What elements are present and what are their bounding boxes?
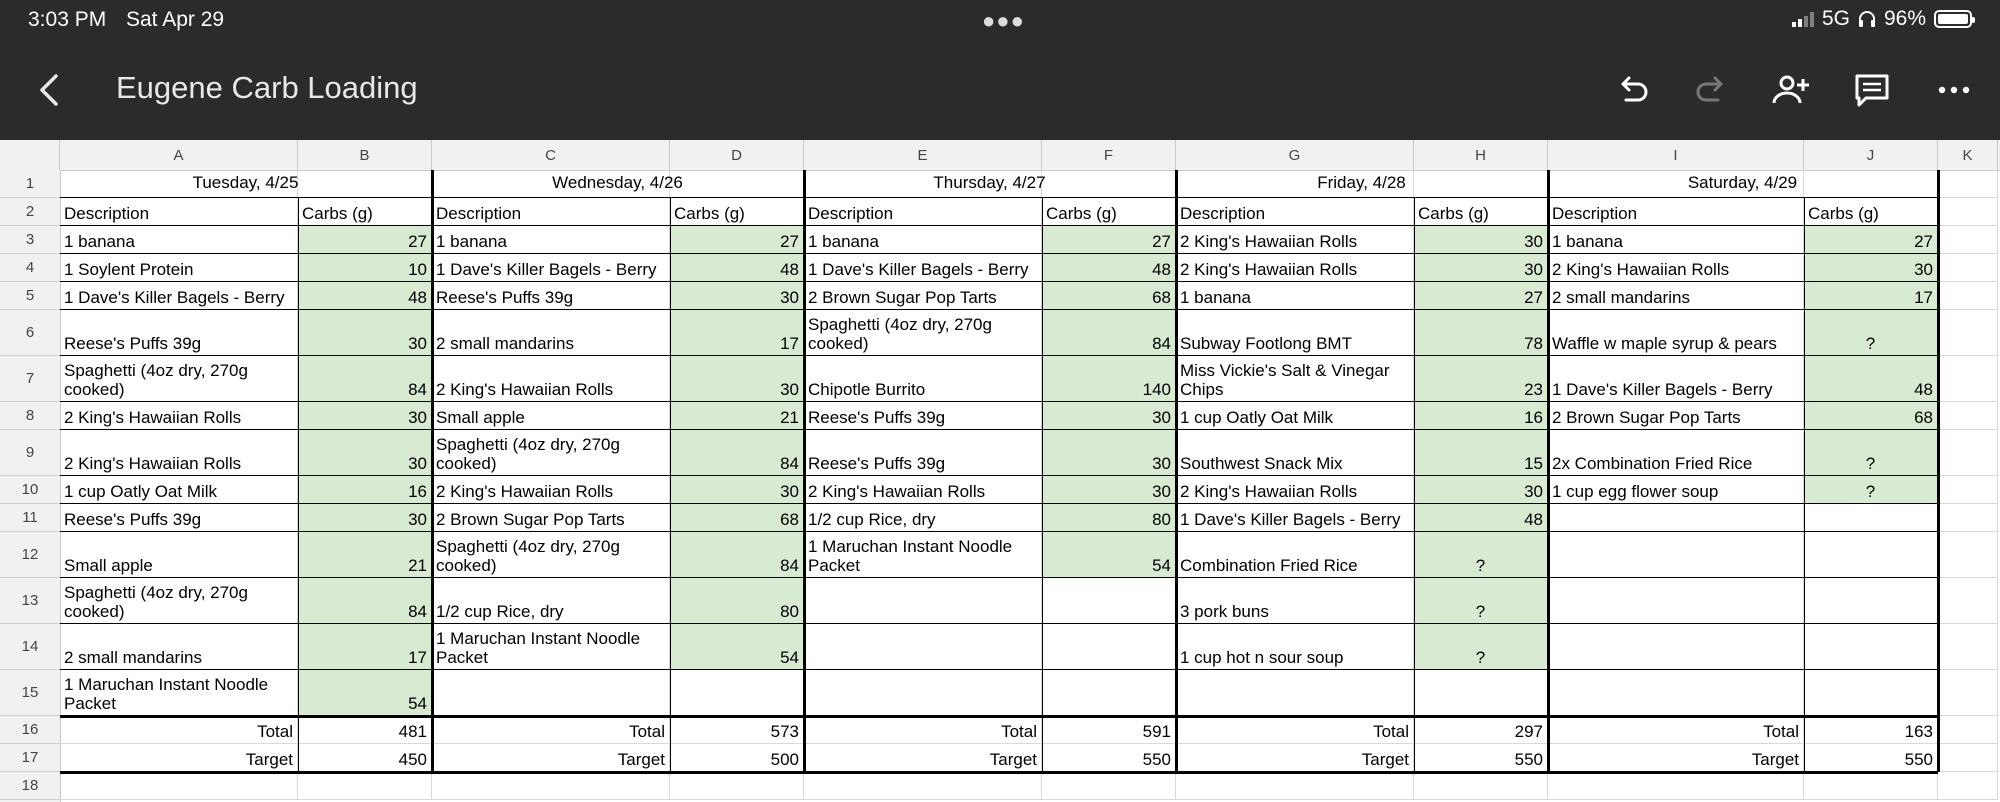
description-cell[interactable]: 2 King's Hawaiian Rolls bbox=[804, 476, 1042, 504]
total-label[interactable]: Total bbox=[804, 716, 1042, 744]
carbs-cell[interactable] bbox=[1804, 532, 1938, 578]
row-header[interactable]: 18 bbox=[0, 772, 60, 800]
carbs-cell[interactable]: 16 bbox=[1414, 402, 1548, 430]
description-cell[interactable]: Chipotle Burrito bbox=[804, 356, 1042, 402]
border-line bbox=[431, 170, 434, 772]
carbs-cell[interactable]: 27 bbox=[298, 226, 432, 254]
description-cell[interactable]: 2 King's Hawaiian Rolls bbox=[432, 356, 670, 402]
target-label[interactable]: Target bbox=[432, 744, 670, 772]
description-cell[interactable]: 2 Brown Sugar Pop Tarts bbox=[432, 504, 670, 532]
column-header[interactable]: G bbox=[1176, 140, 1414, 170]
cell[interactable] bbox=[298, 772, 432, 800]
carbs-cell[interactable]: 30 bbox=[670, 282, 804, 310]
description-cell[interactable]: 1 cup hot n sour soup bbox=[1176, 624, 1414, 670]
description-cell[interactable]: 2 Brown Sugar Pop Tarts bbox=[1548, 402, 1804, 430]
column-header[interactable]: A bbox=[60, 140, 298, 170]
battery-percent: 96% bbox=[1883, 7, 1926, 30]
carbs-cell[interactable]: 54 bbox=[1042, 532, 1176, 578]
description-cell[interactable]: 2 King's Hawaiian Rolls bbox=[60, 402, 298, 430]
description-cell[interactable] bbox=[1548, 578, 1804, 624]
add-person-icon[interactable] bbox=[1770, 70, 1810, 110]
cell[interactable] bbox=[1804, 772, 1938, 800]
description-header[interactable]: Description bbox=[1548, 198, 1804, 226]
border-line bbox=[60, 531, 1938, 532]
undo-icon[interactable] bbox=[1612, 70, 1652, 110]
cell[interactable] bbox=[60, 772, 298, 800]
day-header[interactable]: Wednesday, 4/26 bbox=[432, 170, 804, 198]
column-header[interactable]: K bbox=[1938, 140, 1998, 170]
description-cell[interactable]: Spaghetti (4oz dry, 270g cooked) bbox=[432, 532, 670, 578]
carbs-cell[interactable]: 17 bbox=[1804, 282, 1938, 310]
target-value[interactable]: 550 bbox=[1804, 744, 1938, 772]
description-cell[interactable] bbox=[432, 670, 670, 716]
carbs-cell[interactable]: ? bbox=[1804, 310, 1938, 356]
description-cell[interactable]: 1 Maruchan Instant Noodle Packet bbox=[804, 532, 1042, 578]
description-cell[interactable]: 1 cup Oatly Oat Milk bbox=[60, 476, 298, 504]
carbs-cell[interactable]: 80 bbox=[670, 578, 804, 624]
target-value[interactable]: 550 bbox=[1042, 744, 1176, 772]
carbs-cell[interactable]: ? bbox=[1414, 624, 1548, 670]
row-header[interactable]: 4 bbox=[0, 254, 60, 282]
border-line bbox=[1804, 198, 1805, 772]
description-cell[interactable]: 2x Combination Fried Rice bbox=[1548, 430, 1804, 476]
description-cell[interactable]: 1 Dave's Killer Bagels - Berry bbox=[60, 282, 298, 310]
description-cell[interactable] bbox=[804, 624, 1042, 670]
carbs-cell[interactable]: ? bbox=[1414, 532, 1548, 578]
description-header[interactable]: Description bbox=[804, 198, 1042, 226]
cell[interactable] bbox=[1938, 772, 1998, 800]
description-cell[interactable]: 1 Dave's Killer Bagels - Berry bbox=[1176, 504, 1414, 532]
border-line bbox=[60, 429, 1938, 430]
description-cell[interactable]: Spaghetti (4oz dry, 270g cooked) bbox=[60, 356, 298, 402]
carbs-cell[interactable]: 17 bbox=[670, 310, 804, 356]
cell[interactable] bbox=[1938, 226, 1998, 254]
description-cell[interactable] bbox=[1548, 504, 1804, 532]
description-cell[interactable] bbox=[804, 578, 1042, 624]
carbs-cell[interactable]: 84 bbox=[670, 532, 804, 578]
description-cell[interactable]: 1 Maruchan Instant Noodle Packet bbox=[60, 670, 298, 716]
description-cell[interactable]: 1 banana bbox=[1176, 282, 1414, 310]
description-header[interactable]: Description bbox=[1176, 198, 1414, 226]
description-cell[interactable]: 2 small mandarins bbox=[60, 624, 298, 670]
carbs-header[interactable]: Carbs (g) bbox=[298, 198, 432, 226]
description-cell[interactable]: Reese's Puffs 39g bbox=[804, 430, 1042, 476]
description-cell[interactable]: 1 Dave's Killer Bagels - Berry bbox=[804, 254, 1042, 282]
cell[interactable] bbox=[1938, 310, 1998, 356]
border-line bbox=[1042, 198, 1043, 772]
description-cell[interactable]: 1 banana bbox=[60, 226, 298, 254]
column-header[interactable]: E bbox=[804, 140, 1042, 170]
carbs-cell[interactable] bbox=[1042, 624, 1176, 670]
border-line bbox=[60, 281, 1938, 282]
cell[interactable] bbox=[804, 772, 1042, 800]
carbs-cell[interactable]: 10 bbox=[298, 254, 432, 282]
column-header[interactable]: B bbox=[298, 140, 432, 170]
description-cell[interactable]: 2 King's Hawaiian Rolls bbox=[1548, 254, 1804, 282]
border-line bbox=[60, 225, 1938, 226]
carbs-cell[interactable]: 30 bbox=[670, 476, 804, 504]
border-line bbox=[803, 170, 806, 772]
carbs-cell[interactable]: 80 bbox=[1042, 504, 1176, 532]
description-cell[interactable]: Miss Vickie's Salt & Vinegar Chips bbox=[1176, 356, 1414, 402]
carbs-cell[interactable]: 54 bbox=[670, 624, 804, 670]
border-line bbox=[60, 355, 1938, 356]
border-line bbox=[60, 503, 1938, 504]
row-headers bbox=[0, 170, 61, 802]
total-value[interactable]: 481 bbox=[298, 716, 432, 744]
row-header[interactable]: 5 bbox=[0, 282, 60, 310]
headphones-icon bbox=[1858, 10, 1876, 28]
description-cell[interactable]: Combination Fried Rice bbox=[1176, 532, 1414, 578]
cell[interactable] bbox=[1938, 198, 1998, 226]
border-line bbox=[298, 198, 299, 772]
app-toolbar bbox=[0, 40, 2000, 140]
column-header[interactable]: H bbox=[1414, 140, 1548, 170]
description-cell[interactable]: 1 Soylent Protein bbox=[60, 254, 298, 282]
border-line bbox=[60, 309, 1938, 310]
carbs-cell[interactable]: 30 bbox=[298, 310, 432, 356]
carbs-cell[interactable]: 84 bbox=[298, 578, 432, 624]
border-line bbox=[60, 577, 1938, 578]
carbs-cell[interactable]: ? bbox=[1414, 578, 1548, 624]
description-cell[interactable]: 2 small mandarins bbox=[1548, 282, 1804, 310]
carbs-cell[interactable]: 17 bbox=[298, 624, 432, 670]
carbs-cell[interactable]: 84 bbox=[298, 356, 432, 402]
description-cell[interactable]: 2 King's Hawaiian Rolls bbox=[1176, 226, 1414, 254]
row-header[interactable]: 1 bbox=[0, 170, 60, 198]
description-cell[interactable]: 1 cup egg flower soup bbox=[1548, 476, 1804, 504]
carbs-cell[interactable] bbox=[1804, 624, 1938, 670]
row-header[interactable]: 7 bbox=[0, 356, 60, 402]
carbs-cell[interactable] bbox=[1042, 578, 1176, 624]
description-cell[interactable]: 1 Dave's Killer Bagels - Berry bbox=[1548, 356, 1804, 402]
carbs-cell[interactable]: 30 bbox=[298, 402, 432, 430]
carbs-header[interactable]: Carbs (g) bbox=[1042, 198, 1176, 226]
cell[interactable] bbox=[1938, 744, 1998, 772]
border-line bbox=[1547, 170, 1550, 772]
description-cell[interactable]: 1/2 cup Rice, dry bbox=[432, 578, 670, 624]
target-label[interactable]: Target bbox=[1176, 744, 1414, 772]
carbs-cell[interactable]: 30 bbox=[298, 504, 432, 532]
carbs-cell[interactable]: 15 bbox=[1414, 430, 1548, 476]
cell[interactable] bbox=[1414, 772, 1548, 800]
cell[interactable] bbox=[1938, 282, 1998, 310]
carbs-cell[interactable] bbox=[1804, 504, 1938, 532]
carbs-cell[interactable]: 68 bbox=[1804, 402, 1938, 430]
cell[interactable] bbox=[432, 772, 670, 800]
description-cell[interactable]: Small apple bbox=[60, 532, 298, 578]
back-chevron-icon[interactable] bbox=[30, 68, 70, 112]
cell[interactable] bbox=[1938, 402, 1998, 430]
total-label[interactable]: Total bbox=[432, 716, 670, 744]
description-cell[interactable]: 1 banana bbox=[432, 226, 670, 254]
target-value[interactable]: 500 bbox=[670, 744, 804, 772]
row-header[interactable]: 10 bbox=[0, 476, 60, 504]
cell[interactable] bbox=[1548, 772, 1804, 800]
row-header[interactable]: 3 bbox=[0, 226, 60, 254]
target-label[interactable]: Target bbox=[60, 744, 298, 772]
day-header[interactable]: Friday, 4/28 bbox=[1176, 170, 1548, 198]
network-label: 5G bbox=[1821, 7, 1850, 30]
column-header[interactable]: F bbox=[1042, 140, 1176, 170]
row-header[interactable]: 8 bbox=[0, 402, 60, 430]
description-cell[interactable]: 1 cup Oatly Oat Milk bbox=[1176, 402, 1414, 430]
row-header[interactable]: 6 bbox=[0, 310, 60, 356]
carbs-cell[interactable]: 30 bbox=[1042, 476, 1176, 504]
border-line bbox=[60, 623, 1938, 624]
description-cell[interactable]: 2 King's Hawaiian Rolls bbox=[432, 476, 670, 504]
description-cell[interactable]: Reese's Puffs 39g bbox=[60, 310, 298, 356]
description-cell[interactable] bbox=[1176, 670, 1414, 716]
total-value[interactable]: 591 bbox=[1042, 716, 1176, 744]
cell[interactable] bbox=[1938, 430, 1998, 476]
description-cell[interactable]: Southwest Snack Mix bbox=[1176, 430, 1414, 476]
carbs-cell[interactable]: 30 bbox=[1042, 402, 1176, 430]
carbs-cell[interactable]: 84 bbox=[1042, 310, 1176, 356]
description-cell[interactable]: 1 banana bbox=[1548, 226, 1804, 254]
description-cell[interactable] bbox=[1548, 624, 1804, 670]
description-cell[interactable]: Subway Footlong BMT bbox=[1176, 310, 1414, 356]
carbs-cell[interactable]: 27 bbox=[670, 226, 804, 254]
carbs-cell[interactable]: 48 bbox=[1804, 356, 1938, 402]
cell[interactable] bbox=[1938, 356, 1998, 402]
cell[interactable] bbox=[670, 772, 804, 800]
carbs-cell[interactable]: 30 bbox=[1042, 430, 1176, 476]
description-cell[interactable]: 1 Maruchan Instant Noodle Packet bbox=[432, 624, 670, 670]
cell[interactable] bbox=[1938, 716, 1998, 744]
row-header[interactable]: 9 bbox=[0, 430, 60, 476]
status-right bbox=[1792, 7, 1972, 31]
cell[interactable] bbox=[1938, 624, 1998, 670]
description-cell[interactable]: Waffle w maple syrup & pears bbox=[1548, 310, 1804, 356]
carbs-cell[interactable]: 30 bbox=[298, 430, 432, 476]
description-cell[interactable]: 2 King's Hawaiian Rolls bbox=[1176, 254, 1414, 282]
carbs-cell[interactable]: 21 bbox=[298, 532, 432, 578]
description-cell[interactable] bbox=[804, 670, 1042, 716]
select-all-corner[interactable] bbox=[0, 140, 60, 170]
column-headers bbox=[0, 140, 2000, 171]
carbs-cell[interactable]: 48 bbox=[1414, 504, 1548, 532]
border-line bbox=[60, 253, 1938, 254]
border-line bbox=[60, 197, 1938, 198]
cell[interactable] bbox=[1938, 532, 1998, 578]
cell[interactable] bbox=[1938, 670, 1998, 716]
carbs-header[interactable]: Carbs (g) bbox=[1804, 198, 1938, 226]
total-label[interactable]: Total bbox=[1548, 716, 1804, 744]
cell[interactable] bbox=[1176, 772, 1414, 800]
description-cell[interactable]: 2 small mandarins bbox=[432, 310, 670, 356]
carbs-cell[interactable]: 78 bbox=[1414, 310, 1548, 356]
description-header[interactable]: Description bbox=[432, 198, 670, 226]
carbs-cell[interactable]: 27 bbox=[1042, 226, 1176, 254]
row-header[interactable]: 16 bbox=[0, 716, 60, 744]
description-cell[interactable]: 3 pork buns bbox=[1176, 578, 1414, 624]
target-label[interactable]: Target bbox=[804, 744, 1042, 772]
carbs-cell[interactable] bbox=[1804, 670, 1938, 716]
day-header[interactable]: Tuesday, 4/25 bbox=[60, 170, 432, 198]
carbs-cell[interactable]: 21 bbox=[670, 402, 804, 430]
description-cell[interactable] bbox=[1548, 532, 1804, 578]
carbs-header[interactable]: Carbs (g) bbox=[1414, 198, 1548, 226]
border-line bbox=[1414, 198, 1415, 772]
description-cell[interactable]: Reese's Puffs 39g bbox=[804, 402, 1042, 430]
description-cell[interactable]: Spaghetti (4oz dry, 270g cooked) bbox=[804, 310, 1042, 356]
signal-icon bbox=[1792, 11, 1814, 27]
cell[interactable] bbox=[1938, 170, 1998, 198]
comment-icon[interactable] bbox=[1852, 70, 1892, 110]
carbs-cell[interactable]: ? bbox=[1804, 476, 1938, 504]
cell[interactable] bbox=[1042, 772, 1176, 800]
row-header[interactable]: 17 bbox=[0, 744, 60, 772]
carbs-cell[interactable]: 30 bbox=[1414, 226, 1548, 254]
carbs-cell[interactable]: 27 bbox=[1414, 282, 1548, 310]
carbs-cell[interactable] bbox=[1804, 578, 1938, 624]
cell[interactable] bbox=[1938, 578, 1998, 624]
row-header[interactable]: 13 bbox=[0, 578, 60, 624]
status-date: Sat Apr 29 bbox=[126, 8, 225, 31]
more-options-icon[interactable] bbox=[1934, 70, 1974, 110]
total-value[interactable]: 573 bbox=[670, 716, 804, 744]
day-header[interactable]: Thursday, 4/27 bbox=[804, 170, 1176, 198]
description-cell[interactable]: Reese's Puffs 39g bbox=[60, 504, 298, 532]
column-header[interactable]: C bbox=[432, 140, 670, 170]
target-label[interactable]: Target bbox=[1548, 744, 1804, 772]
carbs-cell[interactable]: 140 bbox=[1042, 356, 1176, 402]
row-header[interactable]: 11 bbox=[0, 504, 60, 532]
border-line bbox=[1175, 170, 1178, 772]
border-line bbox=[670, 198, 671, 772]
border-line bbox=[1937, 170, 1940, 772]
redo-icon[interactable] bbox=[1692, 70, 1732, 110]
description-cell[interactable]: 2 King's Hawaiian Rolls bbox=[1176, 476, 1414, 504]
target-value[interactable]: 450 bbox=[298, 744, 432, 772]
row-header[interactable]: 2 bbox=[0, 198, 60, 226]
column-header[interactable]: I bbox=[1548, 140, 1804, 170]
carbs-cell[interactable] bbox=[1042, 670, 1176, 716]
description-cell[interactable]: 1/2 cup Rice, dry bbox=[804, 504, 1042, 532]
cell-grid[interactable] bbox=[60, 170, 2000, 802]
border-line bbox=[60, 401, 1938, 402]
carbs-cell[interactable]: 23 bbox=[1414, 356, 1548, 402]
carbs-cell[interactable]: 27 bbox=[1804, 226, 1938, 254]
carbs-cell[interactable]: ? bbox=[1804, 430, 1938, 476]
carbs-cell[interactable]: 30 bbox=[670, 356, 804, 402]
column-header[interactable]: J bbox=[1804, 140, 1938, 170]
carbs-cell[interactable]: 16 bbox=[298, 476, 432, 504]
description-header[interactable]: Description bbox=[60, 198, 298, 226]
carbs-cell[interactable]: 84 bbox=[670, 430, 804, 476]
carbs-cell[interactable]: 30 bbox=[1804, 254, 1938, 282]
total-value[interactable]: 297 bbox=[1414, 716, 1548, 744]
border-line bbox=[60, 771, 1938, 774]
carbs-cell[interactable]: 68 bbox=[670, 504, 804, 532]
carbs-cell[interactable]: 30 bbox=[1414, 476, 1548, 504]
carbs-cell[interactable]: 68 bbox=[1042, 282, 1176, 310]
description-cell[interactable]: Spaghetti (4oz dry, 270g cooked) bbox=[432, 430, 670, 476]
battery-icon bbox=[1934, 10, 1972, 28]
border-line bbox=[60, 715, 1938, 718]
status-time: 3:03 PM bbox=[28, 8, 107, 31]
description-cell[interactable]: 1 Dave's Killer Bagels - Berry bbox=[432, 254, 670, 282]
carbs-cell[interactable]: 54 bbox=[298, 670, 432, 716]
description-cell[interactable]: 2 Brown Sugar Pop Tarts bbox=[804, 282, 1042, 310]
status-bar bbox=[0, 0, 2000, 40]
description-cell[interactable]: Small apple bbox=[432, 402, 670, 430]
target-value[interactable]: 550 bbox=[1414, 744, 1548, 772]
carbs-cell[interactable]: 30 bbox=[1414, 254, 1548, 282]
carbs-header[interactable]: Carbs (g) bbox=[670, 198, 804, 226]
multitasking-dots-icon[interactable]: ●●● bbox=[982, 8, 1025, 33]
row-header[interactable]: 14 bbox=[0, 624, 60, 670]
document-title[interactable]: Eugene Carb Loading bbox=[116, 70, 418, 105]
total-label[interactable]: Total bbox=[60, 716, 298, 744]
carbs-cell[interactable] bbox=[670, 670, 804, 716]
description-cell[interactable] bbox=[1548, 670, 1804, 716]
carbs-cell[interactable]: 48 bbox=[298, 282, 432, 310]
day-header[interactable]: Saturday, 4/29 bbox=[1548, 170, 1938, 198]
cell[interactable] bbox=[1938, 504, 1998, 532]
carbs-cell[interactable]: 48 bbox=[670, 254, 804, 282]
border-line bbox=[60, 669, 1938, 670]
cell[interactable] bbox=[1938, 476, 1998, 504]
total-label[interactable]: Total bbox=[1176, 716, 1414, 744]
border-line bbox=[60, 475, 1938, 476]
carbs-cell[interactable] bbox=[1414, 670, 1548, 716]
description-cell[interactable]: Reese's Puffs 39g bbox=[432, 282, 670, 310]
row-header[interactable]: 15 bbox=[0, 670, 60, 716]
description-cell[interactable]: 2 King's Hawaiian Rolls bbox=[60, 430, 298, 476]
spreadsheet-grid[interactable] bbox=[0, 140, 2000, 802]
cell[interactable] bbox=[1938, 254, 1998, 282]
description-cell[interactable]: 1 banana bbox=[804, 226, 1042, 254]
total-value[interactable]: 163 bbox=[1804, 716, 1938, 744]
column-header[interactable]: D bbox=[670, 140, 804, 170]
carbs-cell[interactable]: 48 bbox=[1042, 254, 1176, 282]
row-header[interactable]: 12 bbox=[0, 532, 60, 578]
description-cell[interactable]: Spaghetti (4oz dry, 270g cooked) bbox=[60, 578, 298, 624]
